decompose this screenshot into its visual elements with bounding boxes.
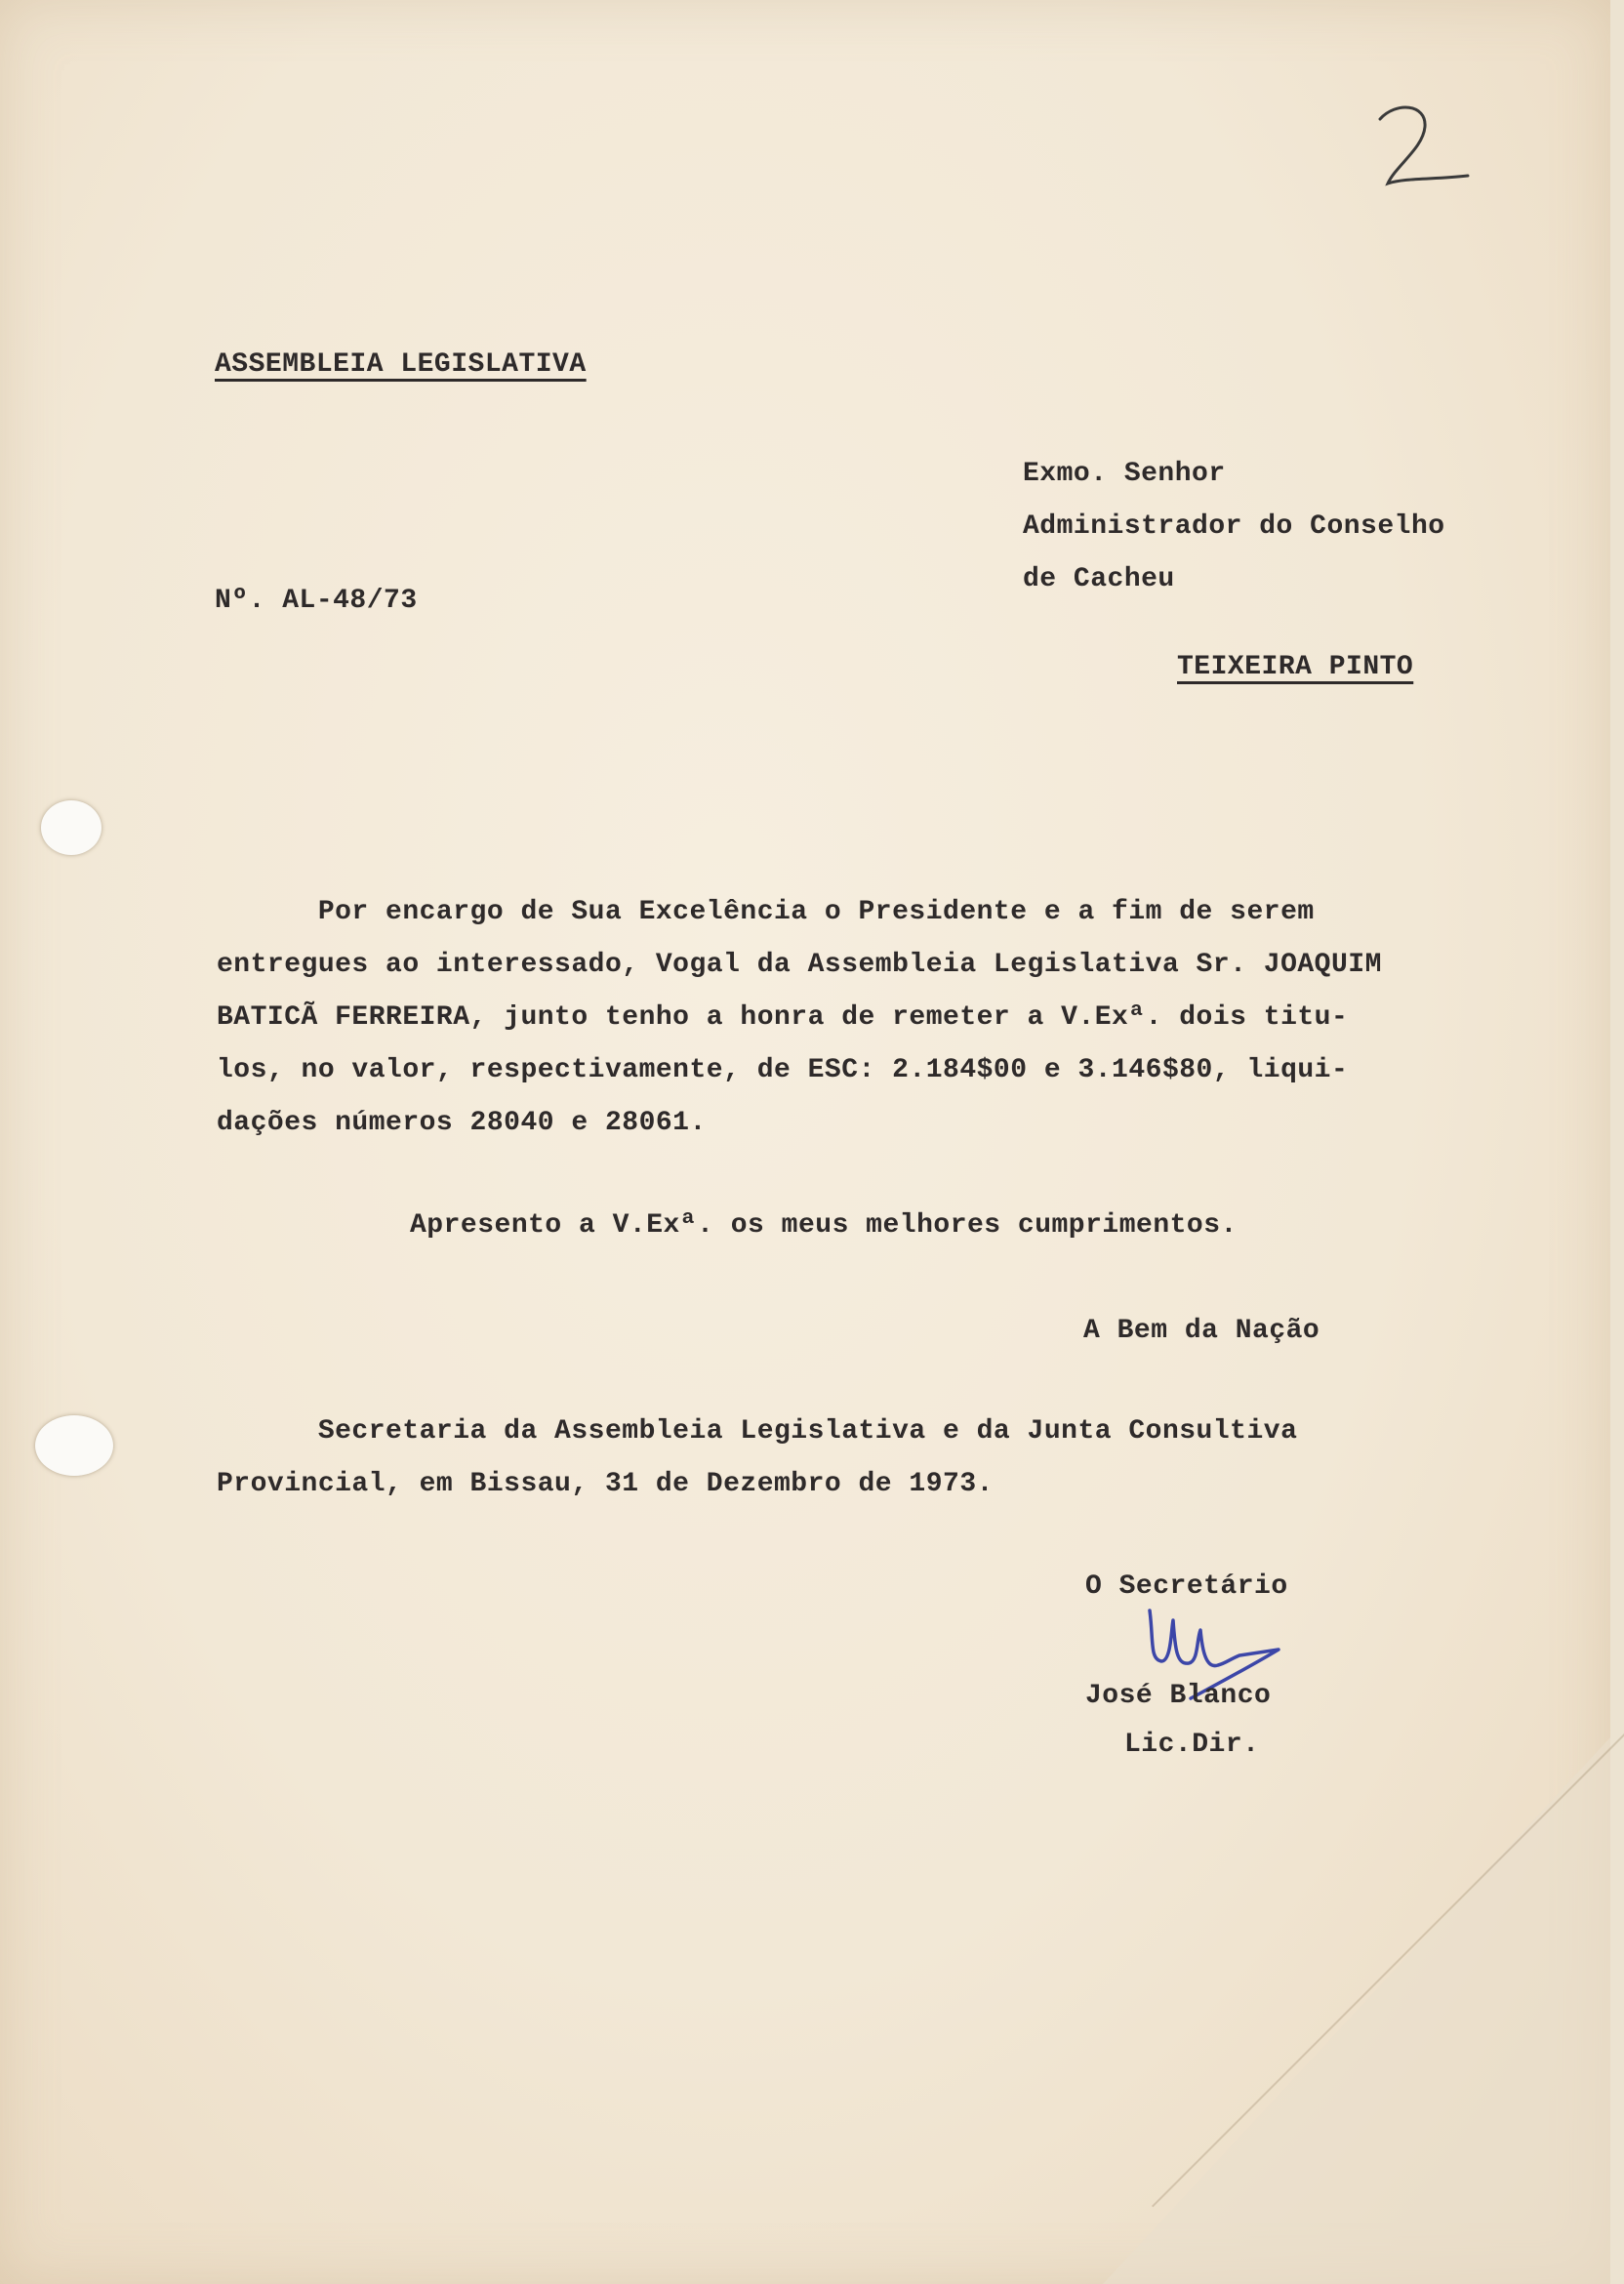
motto: A Bem da Nação [1083,1316,1320,1346]
punch-hole [41,800,102,855]
reference-number: Nº. AL-48/73 [215,586,418,616]
signatory-title: O Secretário [1085,1571,1288,1602]
body-line: los, no valor, respectivamente, de ESC: 2.184$00 e 3.146$80, liqui- [217,1055,1349,1085]
recipient-council: de Cacheu [1023,564,1175,594]
place-date-line: Secretaria da Assembleia Legislativa e da Junta Consultiva [217,1416,1298,1447]
body-line: dações números 28040 e 28061. [217,1108,707,1138]
body-line: BATICÃ FERREIRA, junto tenho a honra de remeter a V.Exª. dois titu- [217,1002,1349,1033]
body-line: entregues ao interessado, Vogal da Assembleia Legislativa Sr. JOAQUIM [217,950,1382,980]
place-date-paragraph [217,1406,1563,1511]
closing-greeting: Apresento a V.Exª. os meus melhores cumprimentos. [410,1210,1238,1241]
recipient-salutation: Exmo. Senhor [1023,459,1226,489]
recipient-title: Administrador do Conselho [1023,511,1445,542]
punch-hole [35,1415,113,1476]
handwritten-page-number [1366,98,1483,205]
signatory-suffix: Lic.Dir. [1124,1730,1260,1760]
body-paragraph [217,886,1563,1150]
signatory-name: José Blanco [1085,1681,1272,1711]
institution-heading: ASSEMBLEIA LEGISLATIVA [215,349,587,380]
folded-corner [1103,1737,1610,2284]
place-date-line: Provincial, em Bissau, 31 de Dezembro de 1973. [217,1469,994,1499]
body-line: Por encargo de Sua Excelência o Presidente e a fim de serem [217,897,1315,927]
recipient-location: TEIXEIRA PINTO [1177,652,1414,682]
